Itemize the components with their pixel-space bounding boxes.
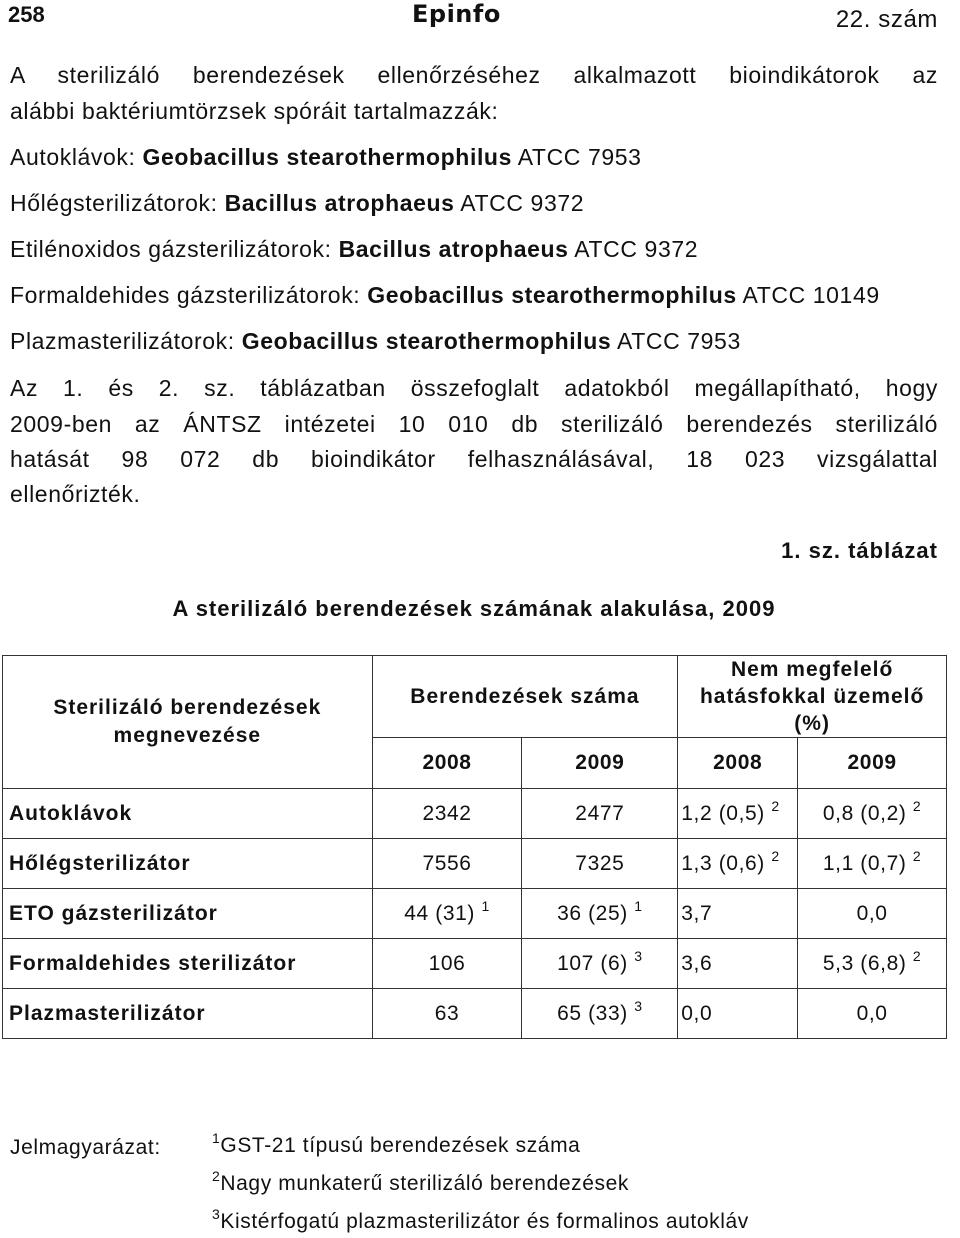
- strain-label: Formaldehides gázsterilizátorok:: [10, 282, 368, 308]
- value: 0,0: [856, 1001, 888, 1025]
- paragraph-line-2: 2009-ben az ÁNTSZ intézetei 10 010 db sterilizáló berendezés sterilizáló: [10, 411, 938, 437]
- rate-2009: [798, 839, 947, 889]
- count-2009: [522, 939, 678, 989]
- value: 3,6: [681, 951, 713, 975]
- strain-organism: Geobacillus stearothermophilus: [142, 144, 512, 170]
- value: 36 (25): [557, 901, 628, 925]
- value: 106: [428, 951, 466, 975]
- footnote-mark: 2: [771, 847, 780, 864]
- strain-line: [10, 282, 880, 309]
- row-name: Hőlégsterilizátor: [3, 839, 373, 889]
- strain-label: Etilénoxidos gázsterilizátorok:: [10, 236, 339, 262]
- rate-2008: [678, 789, 798, 839]
- footnote-mark: 2: [912, 847, 922, 864]
- strain-code: ATCC 7953: [611, 328, 741, 354]
- strain-line: [10, 190, 584, 217]
- count-2008: [372, 789, 522, 839]
- rate-2009: [798, 989, 947, 1039]
- header-device-name: [3, 656, 373, 789]
- value: 44 (31): [404, 901, 475, 925]
- footnote-mark: 3: [634, 997, 643, 1014]
- value: 1,1 (0,7): [822, 851, 907, 875]
- rate-2008: [678, 839, 798, 889]
- intro-line-2: alábbi baktériumtörzsek spóráit tartalmazzák:: [10, 98, 499, 124]
- issue-number: 22. szám: [835, 6, 938, 33]
- strain-organism: Geobacillus stearothermophilus: [367, 282, 737, 308]
- legend-text: Nagy munkaterű sterilizáló berendezések: [220, 1172, 629, 1195]
- year-header: 2009: [522, 738, 678, 789]
- strain-label: Hőlégsterilizátorok:: [10, 190, 225, 216]
- strain-code: ATCC 9372: [568, 236, 699, 262]
- value: 65 (33): [557, 1001, 628, 1025]
- strain-label: Plazmasterilizátorok:: [10, 328, 242, 354]
- count-2008: [372, 989, 522, 1039]
- count-2009: [522, 889, 678, 939]
- table-title: A sterilizáló berendezések számának alakulása, 2009: [172, 596, 776, 621]
- intro-line-1: A sterilizáló berendezések ellenőrzéséhez alkalmazott bioindikátorok az: [10, 62, 938, 88]
- header-failure-line1: Nem megfelelő: [730, 658, 894, 681]
- strain-label: Autoklávok:: [10, 144, 143, 170]
- count-2009: [522, 839, 678, 889]
- year-header: 2008: [678, 738, 798, 789]
- value: 2477: [575, 801, 625, 825]
- strain-organism: Geobacillus stearothermophilus: [241, 328, 612, 354]
- rate-2009: [798, 889, 947, 939]
- table-label: 1. sz. táblázat: [781, 538, 938, 563]
- header-failure-line2: hatásfokkal üzemelő: [699, 685, 925, 708]
- strain-line: [10, 144, 642, 171]
- footnote-mark: 1: [212, 1130, 221, 1146]
- value: 0,0: [681, 1001, 713, 1025]
- strain-line: [10, 236, 698, 263]
- value: 0,0: [856, 901, 888, 925]
- strain-code: ATCC 9372: [454, 190, 585, 216]
- count-2008: [372, 889, 522, 939]
- year-header: 2008: [372, 738, 522, 789]
- legend-item: [212, 1168, 629, 1196]
- strain-line: [10, 328, 741, 355]
- value: 0,8 (0,2): [822, 801, 907, 825]
- year-header: 2009: [798, 738, 947, 789]
- count-2009: [522, 789, 678, 839]
- legend-text: Kistérfogatú plazmasterilizátor és formalinos autokláv: [220, 1210, 749, 1233]
- table-row: [3, 939, 947, 989]
- strain-organism: Bacillus atrophaeus: [224, 190, 455, 216]
- row-name: Formaldehides sterilizátor: [3, 939, 373, 989]
- header-device-name-line2: megnevezése: [113, 724, 262, 747]
- value: 2342: [422, 801, 472, 825]
- footnote-mark: 2: [912, 797, 922, 814]
- footnote-mark: 2: [771, 797, 780, 814]
- row-name: Plazmasterilizátor: [3, 989, 373, 1039]
- footnote-mark: 2: [212, 1168, 221, 1184]
- sterilizer-table: [2, 655, 947, 1039]
- publication-logo: Epinfo: [412, 0, 501, 28]
- paragraph-line-3: hatását 98 072 db bioindikátor felhasználásával, 18 023 vizsgálattal: [10, 446, 938, 472]
- paragraph-line-1: Az 1. és 2. sz. táblázatban összefoglalt adatokból megállapítható, hogy: [10, 375, 938, 401]
- header-failure-rate: [678, 656, 947, 738]
- legend-item: [212, 1130, 581, 1158]
- count-2009: [522, 989, 678, 1039]
- footnote-mark: 2: [912, 947, 922, 964]
- value: 107 (6): [557, 951, 628, 975]
- strain-organism: Bacillus atrophaeus: [338, 236, 569, 262]
- footnote-mark: 3: [212, 1206, 221, 1222]
- footnote-mark: 1: [634, 897, 643, 914]
- row-name: ETO gázsterilizátor: [3, 889, 373, 939]
- legend-text: GST-21 típusú berendezések száma: [220, 1134, 581, 1157]
- header-device-name-line1: Sterilizáló berendezések: [53, 696, 322, 719]
- value: 3,7: [681, 901, 713, 925]
- rate-2009: [798, 789, 947, 839]
- value: 5,3 (6,8): [822, 951, 907, 975]
- value: 1,3 (0,6): [681, 851, 765, 875]
- footnote-mark: 1: [481, 897, 490, 914]
- table-row: [3, 889, 947, 939]
- table-row: [3, 839, 947, 889]
- legend-item: [212, 1206, 749, 1234]
- strain-code: ATCC 10149: [736, 282, 880, 308]
- rate-2008: [678, 889, 798, 939]
- rate-2008: [678, 939, 798, 989]
- paragraph-line-4: ellenőrizték.: [10, 481, 141, 507]
- legend-label: Jelmagyarázat:: [10, 1136, 161, 1159]
- rate-2009: [798, 939, 947, 989]
- value: 1,2 (0,5): [681, 801, 765, 825]
- page-number: 258: [8, 2, 45, 27]
- header-device-count: Berendezések száma: [372, 656, 678, 738]
- value: 7556: [422, 851, 472, 875]
- table-row: [3, 789, 947, 839]
- value: 7325: [575, 851, 625, 875]
- value: 63: [434, 1001, 460, 1025]
- footnote-mark: 3: [634, 947, 643, 964]
- rate-2008: [678, 989, 798, 1039]
- table-row: [3, 989, 947, 1039]
- count-2008: [372, 939, 522, 989]
- row-name: Autoklávok: [3, 789, 373, 839]
- count-2008: [372, 839, 522, 889]
- strain-code: ATCC 7953: [511, 144, 642, 170]
- header-failure-line3: (%): [794, 712, 830, 735]
